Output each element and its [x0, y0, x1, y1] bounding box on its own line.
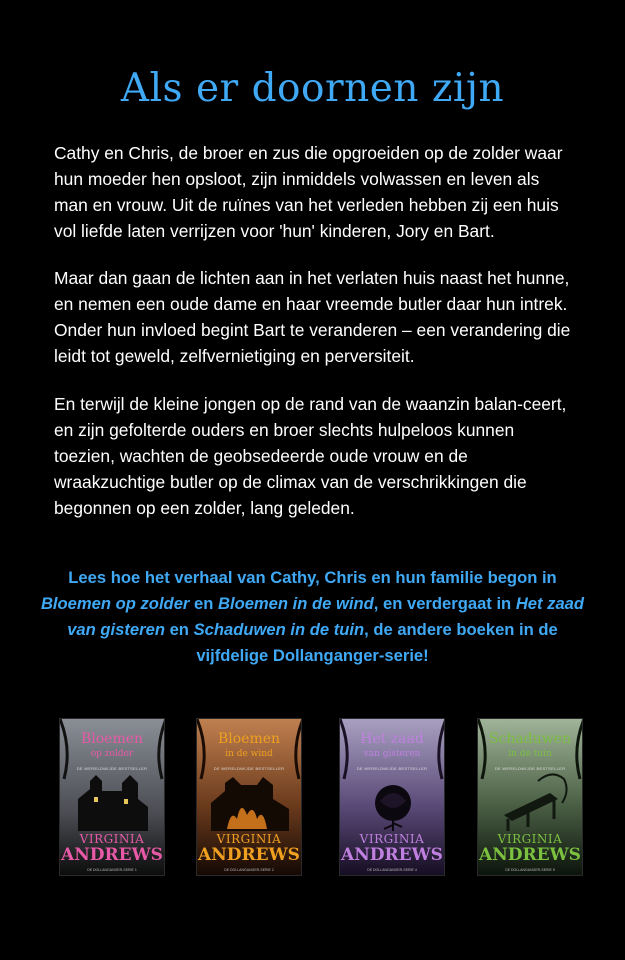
description-paragraph-2: Maar dan gaan de lichten aan in het verlaten huis naast het hunne, en nemen een oude dame en haar vreemde butler daar hun intrek. Onder hun invloed begint Bart te veranderen – een verandering die leidt tot geweld, zelfvernietiging en perversiteit.: [54, 268, 571, 366]
book-covers-row: [0, 718, 625, 878]
book-title: [60, 733, 164, 761]
book-title-line-1: Bloemen: [80, 731, 144, 747]
book-title-line-2: in de tuin: [508, 749, 552, 759]
description-paragraph-3: En terwijl de kleine jongen op de rand van de waanzin balan-ceert, en zijn gefolterde ouders en broer slechts hulpeloos kunnen toezien, wachten de geobsedeerde oude vrouw en de wraakzuchtige butler op de climax van de verschrikkingen die begonnen op een zolder, lang geleden.: [54, 394, 567, 518]
book-author-last: ANDREWS: [61, 845, 163, 865]
book-cover-bloemen-op-zolder[interactable]: [59, 718, 165, 876]
book-cover-schaduwen-in-de-tuin[interactable]: [477, 718, 583, 876]
book-author-first: VIRGINIA: [497, 832, 563, 846]
book-author-first: VIRGINIA: [79, 832, 145, 846]
book-series-label: DE DOLLANGANGER-SERIE 2: [224, 868, 274, 872]
book-tagline: DE WERELDWIJDE BESTSELLER: [213, 766, 285, 771]
series-promo: [40, 565, 585, 669]
book-series-label: DE DOLLANGANGER-SERIE 1: [87, 868, 137, 872]
book-title: [197, 733, 301, 761]
book-title-line-2: op zolder: [90, 749, 134, 759]
description-paragraph-1: Cathy en Chris, de broer en zus die opgroeiden op de zolder waar hun moeder hen opsloot, zijn inmiddels volwassen en leven als man en vrouw. Uit de ruïnes van het verleden hebben zij een huis vol liefde laten verrijzen voor 'hun' kinderen, Jory en Bart.: [54, 143, 563, 241]
book-author-last: ANDREWS: [479, 845, 581, 865]
book-series-label: DE DOLLANGANGER-SERIE 5: [505, 868, 555, 872]
promo-book-title: Bloemen op zolder: [40, 594, 190, 613]
book-author-first: VIRGINIA: [216, 832, 282, 846]
book-author-last: ANDREWS: [341, 845, 443, 865]
page-title: Als er doornen zijn: [120, 66, 505, 111]
book-series-label: DE DOLLANGANGER-SERIE 4: [367, 868, 417, 872]
promo-text: en: [164, 620, 194, 639]
book-tagline: DE WERELDWIJDE BESTSELLER: [76, 766, 148, 771]
promo-text: en: [189, 594, 218, 613]
book-tagline: DE WERELDWIJDE BESTSELLER: [356, 766, 428, 771]
promo-book-title: Schaduwen in de tuin: [193, 620, 365, 639]
book-title-line-2: in de wind: [225, 749, 273, 759]
book-title: [340, 733, 444, 761]
book-title-line-2: van gisteren: [363, 749, 421, 759]
book-cover-bloemen-in-de-wind[interactable]: [196, 718, 302, 876]
promo-book-title: Bloemen in de wind: [217, 594, 374, 613]
book-author-last: ANDREWS: [198, 845, 300, 865]
book-title-line-1: Bloemen: [217, 731, 281, 747]
book-author-first: VIRGINIA: [359, 832, 425, 846]
book-title-line-1: Schaduwen: [488, 731, 572, 747]
book-tagline: DE WERELDWIJDE BESTSELLER: [494, 766, 566, 771]
book-title-line-1: Het zaad: [360, 731, 424, 747]
promo-book-title: Het zaad van gisteren: [67, 594, 585, 639]
promo-text: , en verdergaat in: [373, 594, 516, 613]
promo-text: Lees hoe het verhaal van Cathy, Chris en hun familie begon in: [68, 568, 557, 587]
promo-text: , de andere boeken in de vijfdelige Dollanganger-serie!: [196, 620, 558, 665]
book-title: [478, 733, 582, 761]
book-cover-het-zaad-van-gisteren[interactable]: [339, 718, 445, 876]
